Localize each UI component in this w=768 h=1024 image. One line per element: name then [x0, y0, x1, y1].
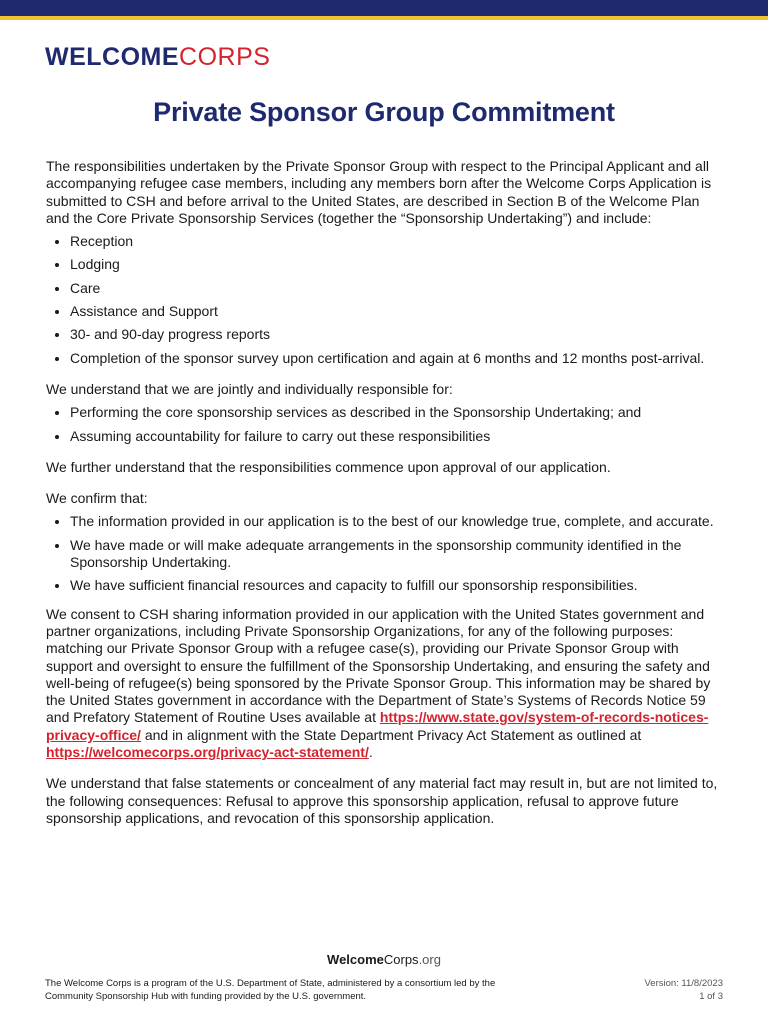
undertaking-item: • Reception	[70, 233, 726, 250]
welcome-corps-logo	[45, 42, 270, 72]
page-number: 1 of 3	[699, 990, 723, 1002]
confirm-item: • The information provided in our application is to the best of our knowledge true, complete, and accurate.	[70, 513, 726, 530]
footer-meta	[644, 978, 723, 1003]
undertaking-list	[46, 233, 726, 367]
top-banner	[0, 0, 768, 20]
undertaking-item: • 30- and 90-day progress reports	[70, 326, 726, 343]
intro-paragraph: The responsibilities undertaken by the Private Sponsor Group with respect to the Principal Applicant and all accompanying refugee case members, including any members born after the Welcome Corps Application is submitted to CSH and before arrival to the United States, are described in Section B of the Welcome Plan and the Core Private Sponsorship Services (together the “Sponsorship Undertaking”) and include:	[46, 158, 712, 226]
responsible-list	[46, 404, 726, 445]
document-body	[46, 158, 726, 827]
confirm-list	[46, 513, 726, 594]
consent-text-2: and in alignment with the State Department Privacy Act Statement as outlined at	[140, 726, 642, 743]
confirm-item: • We have made or will make adequate arrangements in the sponsorship community identified in the Sponsorship Undertaking.	[70, 537, 726, 572]
footer-program-note: The Welcome Corps is a program of the U.S. Department of State, administered by a consortium led by the Community Sponsorship Hub with funding provided by the U.S. government.	[45, 978, 496, 1002]
page-title: Private Sponsor Group Commitment	[153, 97, 615, 127]
version-label: Version: 11/8/2023	[644, 978, 723, 989]
footer-website	[0, 952, 768, 968]
footer-site-welcome: Welcome	[327, 952, 384, 967]
footer-site-tld: .org	[418, 952, 441, 967]
footer-site-corps: Corps	[383, 952, 419, 967]
commence-paragraph: We further understand that the responsibilities commence upon approval of our application.	[46, 458, 611, 475]
consent-text-3: .	[368, 744, 373, 761]
undertaking-item: • Completion of the sponsor survey upon certification and again at 6 months and 12 months post-arrival.	[70, 350, 726, 367]
undertaking-item: • Lodging	[70, 256, 726, 273]
responsible-item: • Assuming accountability for failure to carry out these responsibilities	[70, 428, 726, 445]
undertaking-item: • Care	[70, 280, 726, 297]
privacy-act-link[interactable]: https://welcomecorps.org/privacy-act-statement/	[46, 744, 369, 761]
consent-text-1: We consent to CSH sharing information provided in our application with the United States government and partner organizations, including Private Sponsorship Organizations, for any of the following purposes: matching our Private Sponsor Group with a refugee case(s), providing our Private Sponsor Group with support and oversight to ensure the fulfillment of the Sponsorship Undertaking, and ensuring the safety and well-being of refugee(s) being sponsored by the Private Sponsor Group. This information may be shared by the United States government in accordance with the Department of State’s Systems of Records Notice 59 and Prefatory Statement of Routine Uses available at	[46, 605, 711, 726]
responsible-item: • Performing the core sponsorship services as described in the Sponsorship Undertaking; and	[70, 404, 726, 421]
responsible-intro: We understand that we are jointly and individually responsible for:	[46, 380, 453, 397]
logo-corps: CORPS	[179, 43, 271, 71]
false-statements-paragraph: We understand that false statements or concealment of any material fact may result in, but are not limited to, the following consequences: Refusal to approve this sponsorship application, refusal to approve future sponsorship applications, and revocation of this sponsorship application.	[46, 775, 718, 826]
confirm-intro: We confirm that:	[46, 490, 148, 507]
undertaking-item: • Assistance and Support	[70, 303, 726, 320]
logo-welcome: WELCOME	[45, 43, 180, 71]
state-sorn-link[interactable]: https://www.state.gov/system-of-records-notices-privacy-office/	[46, 709, 709, 743]
consent-paragraph	[46, 606, 726, 762]
confirm-item: • We have sufficient financial resources and capacity to fulfill our sponsorship responsibilities.	[70, 577, 726, 594]
